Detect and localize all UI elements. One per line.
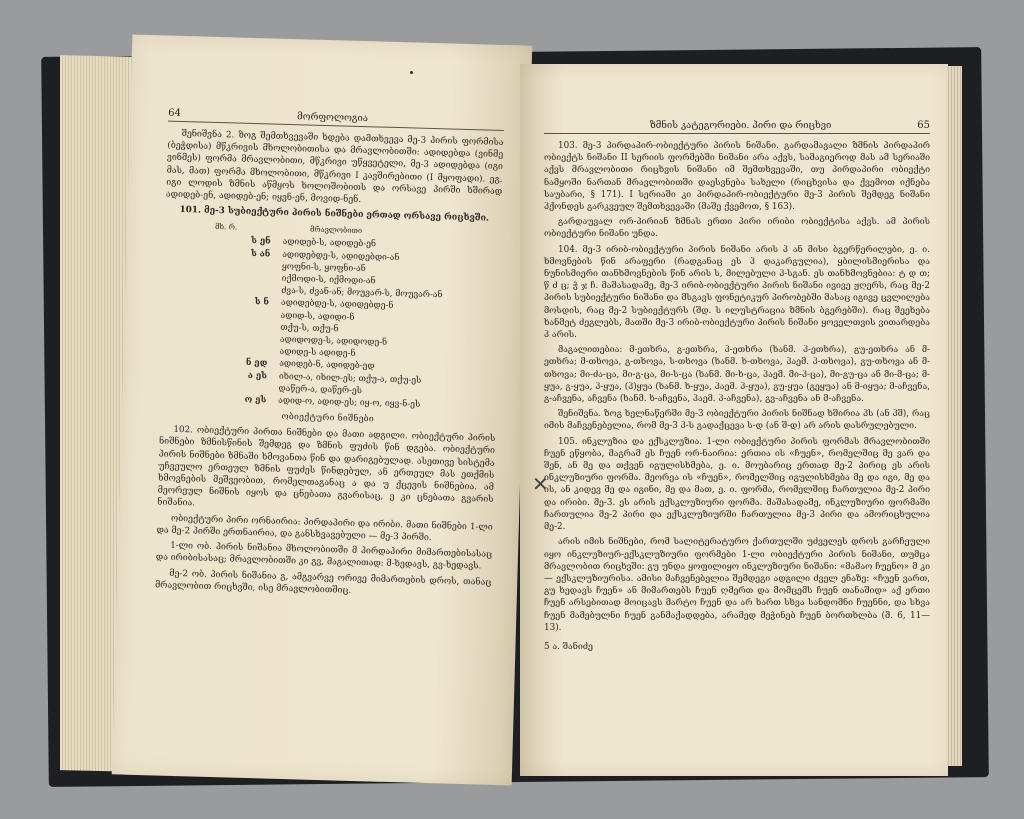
row-examples: იქმოდი-ს, იქმოდი-ან xyxy=(281,273,376,287)
section-103-paragraph: 103. მე-3 პირდაპირ-ობიექტური პირის ნიშანი. გარდამავალი ზმნის პირდაპირ ობიექტს ნიშანი II სერიის ფორმებში ნიშანი არა აქვს, სამაგიეროდ მას ამ სერიაში აქვს მრავლობითი რიცხვის ნიშანი იმ შემთხვევაში, თუ პირდაპირი ობიექტი ნამყოში ნართან მრავლობითში დაესვნება სახელი (რიცხვისა და ქვემოთ იქნება საუბარი, § 171). I სერიაში კი პირდაპირ-ობიექტური მე-3 პირის შემდეგ ნიშანი ჰქონდეს გარკვეულ შემთხვევაში (მაშე ქვემოთ, § 163). xyxy=(544,141,930,213)
pencil-cross-mark: ✕ xyxy=(532,472,549,496)
row-examples: ყოფნი-ს, ყოფნი-ან xyxy=(281,261,366,274)
row-examples: ადიდებ-ს, ადიდებ-ენ xyxy=(282,237,377,250)
row-examples: ადიდებდე-ს, ადიდებდე-ნ xyxy=(280,298,394,312)
examples-paragraph: მაგალითებია: მ-ეთხრა, გ-ეთხრა, ჰ-ეთხრა (ხანმ. ჰ-ეთხრა), გუ-ეთხრა ან მ-ეთხრა; მ-თხოვა, გ-თხოვა, ს-თხოვა (ხანმ. ხ-თხოვა, ჰაემ. ჰ-თხოვა), გუ-თხოვა ან მ-თხოვა; მი-ძა-ცა, მი-გ-ცა, მი-ს-ცა (ხანმ. მი-ხ-ცა, ჰაემ. მი-ჰ-ცა), მი-გუ-ცა ან მი-მ-ცა; მ-ყუა, გ-ყუა, ჰ-ყუა, (ჰ)ყუა (ხანმ. ხ-ყუა, ჰაემ. ჰ-ყუა), გუ-ყუა (გეყუა) ან მ-იყუა; მ-აჩვენა, გ-აჩვენა, აჩვენა (ხანმ. ხ-აჩვენა, ჰაემ. ჰ-აჩვენა), გვ-აჩვენა ან მ-აჩვენა. xyxy=(544,345,930,405)
right-page-header xyxy=(544,120,930,134)
second-person-paragraph: მე-2 ობ. პირის ნიშანია გ, ამგვარვე ორივე მიმართების დროს, თანაც მრავლობით რიცხვში, ისე მრავლობითშიც. xyxy=(154,568,492,596)
note-paragraph: შენიშვნა. ზოგ ხელნაწერში მე-3 ობიექტური პირის ნიშნად ხშირია ჰს (ან ჰშ), რაც იმის მაჩვენებელია, რომ მე-3 ჰ-ს გადაქცევა ს-დ (ან შ-დ) არ არის დასრულებული. xyxy=(544,409,930,432)
row-examples: ადიდ-ო, ადიდ-ეს; იყ-ო, იყვ-ნ-ეს xyxy=(278,395,421,410)
table-col-plural: მრავლობითი xyxy=(309,225,363,236)
page-edges-right xyxy=(946,66,962,766)
left-page xyxy=(112,35,533,786)
row-ending: ნ ედ xyxy=(245,358,268,369)
object-types-paragraph: ობიექტური პირი ორნაირია: პირდაპირი და ირიბი. მათი ნიშნები 1-ლი და მე-2 პირში ერთნაირია, და განსხვავებული — მე-3 პირში. xyxy=(156,513,493,544)
row-examples: თქუ-ს, თქუ-ნ xyxy=(280,322,339,335)
row-examples: ადიდ-ს, ადიდი-ნ xyxy=(280,310,355,323)
row-ending: ა ეს xyxy=(247,370,268,382)
section-101-heading: 101. მე-3 სუბიექტური პირის ნიშნები ერთად ორსავე რიცხვში. xyxy=(179,205,490,224)
first-person-paragraph: 1-ლი ობ. პირის ნიშანია მხოლობითში მ პირდაპირი მიმართებისასაც და ირიბისასაც; მრავლობითში კი გვ, მაგალითად: მ-ხედავს, გვ-ხედავს. xyxy=(155,540,493,572)
row-examples: ადიდოდე-ს, ადიდოდე-ნ xyxy=(279,334,388,348)
right-running-title: ზმნის კატეგორიები. პირი და რიცხვი xyxy=(649,120,832,131)
left-page-text xyxy=(155,108,504,604)
row-examples: ძვა-ს, ძვან-ან; მოუვარ-ს, მოუვარ-ან xyxy=(281,286,443,301)
row-ending: ს ნ xyxy=(254,297,270,308)
right-page-text xyxy=(544,120,930,652)
row-examples: ადიდე-ს ადიდე-ნ xyxy=(279,347,356,360)
section-102-paragraph: 102. ობიექტური პირთა ნიშნები და მათი ადგილი. ობიექტური პირის ნიშნები ზმნისწინის შემდეგ და ზმნის ფუძის წინ დგება. ობიექტური პირის ნიშნები ზმნაში ხმოვანთა წინ და დარიგებულად. ასეთივე სისტემა უჩვეულო ერთეულ ზმნის ფუძეს წინდებულ, ან ერთეულ მას ეთქმის ხმოვნების მეშვეობით, რომელთაგანაც ა და უ ქცევის ნიშნებია. ამ მეორეულ ნიშნის იყოს და ცნებათა გვარისაც, ე კი ცნებათა გვარის ნიშანია. xyxy=(157,425,496,509)
right-page xyxy=(520,64,948,776)
table-col-singular: მხ. რ. xyxy=(214,222,238,232)
note-2-paragraph: შენიშვნა 2. ზოგ შემთხვევაში ხდება დამთხვევა მე-3 პირის ფორმისა (ბეჭდისა) მწკრივის მხოლობითისა და მრავლობითში: ადიდებდა (ვინმე ვინმეს) ფორმა მრავლობითი, მწკრივი უწყვეტელი, მე-3 ადიდებდა (იგი მას, მათ) ფორმა მხოლობითი, მწკრივი I კავშირებითი (I მყოფადი). ეგ. იგი ლოდის ზმნის აწმყოს ხოლოშობითს და ორსავე პირში ხშირად ადიდებ-ენ, ადიდებ-ენ; იყვნ-ენ, მოვიდ-ნენ. xyxy=(165,128,504,206)
section-105-paragraph: 105. ინკლუზია და ექსკლუზია. 1-ლი ობიექტური პირის ფორმას მრავლობითში ჩუენ ეწყობა, მაგრამ ეს ჩუენ ორ-ნაირია: ერთია ის «ჩუენ», რომელშიც მე ვარ და შენ, ან მე და თქვენ იგულისხმება, ე. ი. მოუბარიც ერთად მე-2 პირიც ეს არის ინკლუზიური ფორმა. მეორეა ის «ჩუენ», რომელშიც იგულისხმება მე და იგი, მე და ის, ან კიდევ მე და იგინი, მე და მათ, ე. ი. ფორმა, რომელშიც ჩართულია მე-2 პირი და ირიბი. მე-3. ეს არის ექსკლუზიური ფორმა. მაშასადამე, ინკლუზიური ფორმაში ჩართულია მე-2 პირი და ექსკლუზიურში ჩართულია მე-3 პირი და ამორიცხულია მე-2. xyxy=(544,436,930,533)
intransitive-paragraph: გარდაუვალ ორ-პირიან ზმნას ერთი პირი ირიბი ობიექტისა აქვს. ამ პირის ობიექტური ნიშანი უნდა. xyxy=(544,217,930,240)
row-examples: ადიდებ-ნ, ადიდებ-ედ xyxy=(279,359,375,372)
old-forms-paragraph: არის იმის ნიშნები, რომ სალიტერატურო ქართულში უძველეს დროს გარჩეული იყო ინკლუზიურ-ექსკლუზიური ფორმები 1-ლი ობიექტური პირის ნიშანი, თუმცა მრავლობით რიცხვში: გუ უნდა ყოფილიყო ინკლუზიური ნიშანი: «მამაო ჩუენო» მ კი — ექსკლუზიურისა. ამისი მაჩვენებელია შემდეგი ადგილი ძველ ენაზე: «ჩუენ ვართ, გუ ხედავს ჩუენ» ან მიმართებს ჩუენ ღმერთ და მომცემს ჩუენ თანაშიდ» აქ ერთი ჩუენ არსებითად მოიცავს მარტო ჩუენ და არ ხართ სხვა სანდომნი ჩუენნი, და სხვა ჩუენ მამებულნი ჩუენ განმაქადდება, არამედ მეჭინებ ჩუენ ბორთხლბა (მ. 6, 11—13). xyxy=(544,537,930,633)
object-markers-subheading: ობიექტური ნიშნები xyxy=(281,412,375,425)
row-examples: იხილ-ა, იხილ-ეს; თქუ-ა, თქუ-ეს xyxy=(278,371,422,386)
left-page-header xyxy=(168,108,504,131)
section-104-paragraph: 104. მე-3 ირიბ-ობიექტური პირის ნიშანი არის ჰ ან მისი ბგერწერილები, ე. ი. ხმოვნების წინ არაფერი (რადგანაც ეს ჰ დაკარგულია), ყბილისმიერისა და ნუნისმიერი თანხმოვნების წინ არის ს, მილებული ჰ-სგან. ეს თანხმოვნებია: ტ დ თ; წ ძ ც; ჭ ჯ ჩ. მაშასადამე, მე-3 ირიბ-ობიექტური პირის ნიშანი ივივე ჟღერს, რაც მე-2 პირის სუბიექტური ნიშანი და მსგავს ფონეტიკურ პირობებში მასაც იგივე ცვლილება მოსდის, რაც მე-2 სუბიექტურს (შდ. ს ილუსტრაცია ზმნის ბგერებში). რაც შეეხება ხანმეტ ძეგლებს, მათში მე-3 ირიბ-ობიექტური პირის ნიშანი ყოველთვის ვითარდება ჰ არის. xyxy=(544,244,930,341)
row-ending: ო ეს xyxy=(244,394,267,406)
ending-table xyxy=(160,233,501,413)
row-ending: ს ან xyxy=(250,248,271,260)
row-ending: ს ენ xyxy=(251,236,271,247)
ink-dot xyxy=(410,71,413,74)
signature-footer: 5 ა. შანიძე xyxy=(544,641,593,652)
left-page-number: 64 xyxy=(168,107,182,119)
row-examples: ადიდებდე-ს, ადიდებდი-ან xyxy=(282,249,400,263)
row-examples: დაწერ-ა, დაწერ-ეს xyxy=(278,383,363,396)
left-running-title: მორფოლოგია xyxy=(296,111,369,125)
right-page-number: 65 xyxy=(917,120,930,131)
